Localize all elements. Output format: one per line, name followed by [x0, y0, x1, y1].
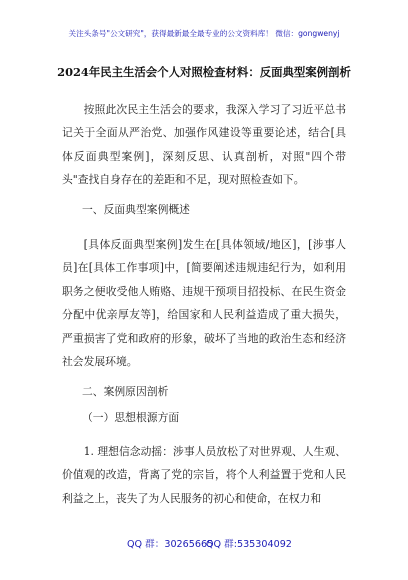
section-heading-cause-analysis: 二、案例原因剖析 — [82, 385, 169, 398]
footer-qq-group-1: QQ 群：30265665 — [127, 539, 214, 550]
section-heading-case-overview: 一、反面典型案例概述 — [82, 203, 190, 216]
ideological-roots-paragraph: 1. 理想信念动摇：涉事人员放松了对世界观、人生观、价值观的改造，背离了党的宗旨，将个人利益置于党和人民利益之上，丧失了为人民服务的初心和使命，在权力和 — [62, 445, 346, 505]
intro-paragraph: 按照此次民主生活会的要求，我深入学习了习近平总书记关于全面从严治党、加强作风建设等重要论述，结合[具体反面典型案例]，深刻反思、认真剖析，对照"四个带头"查找自身存在的差距和不足，现对照检查如下。 — [62, 103, 346, 187]
header-banner: 关注头条号"公文研究"，获得最新最全最专业的公文资料库！ 微信：gongwenyj — [68, 29, 340, 38]
document-title: 2024年民主生活会个人对照检查材料：反面典型案例剖析 — [57, 65, 351, 79]
footer-qq-group-2: QQ 群:535304092 — [206, 539, 292, 550]
subsection-heading-ideological-roots: （一）思想根源方面 — [82, 411, 180, 424]
case-overview-paragraph: [具体反面典型案例]发生在[具体领域/地区]，[涉事人员]在[具体工作事项]中，[简要阐述违规违纪行为，如利用职务之便收受他人贿赂、违规干预项目招投标、在民生资金分配中优亲厚友等]，给国家和人民利益造成了重大损失，严重损害了党和政府的形象，破坏了当地的政治生态和经济社会发展环境。 — [62, 238, 346, 369]
